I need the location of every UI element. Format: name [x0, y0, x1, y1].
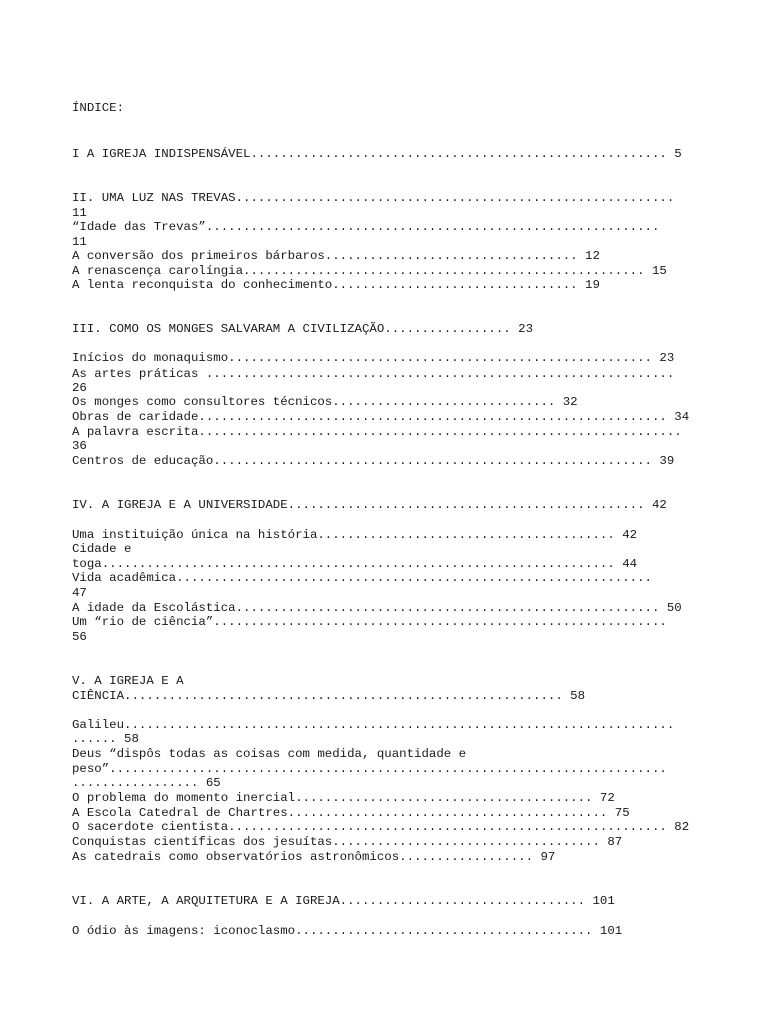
toc-entry: Deus “dispôs todas as coisas com medida, quantidade e: [72, 747, 467, 761]
toc-page-number: 26: [72, 381, 87, 395]
toc-entry: Os monges como consultores técnicos.............................. 32: [72, 395, 578, 409]
toc-chapter-3: III. COMO OS MONGES SALVARAM A CIVILIZAÇÃO................. 23: [72, 322, 534, 336]
toc-page-number: 11: [72, 235, 87, 249]
toc-entry: Galileu..........................................................................: [72, 718, 675, 732]
toc-chapter-2: II. UMA LUZ NAS TREVAS...........................................................: [72, 191, 675, 205]
toc-page-number: 11: [72, 206, 87, 220]
toc-entry: Uma instituição única na história........................................ 42: [72, 528, 638, 542]
toc-entry: Centros de educação........................................................... 39: [72, 454, 675, 468]
toc-entry: Vida acadêmica................................................................: [72, 571, 652, 585]
toc-entry: Um “rio de ciência”.............................................................: [72, 615, 667, 629]
toc-entry: Obras de caridade............................................................... 34: [72, 410, 690, 424]
toc-entry-cont: peso”...........................................................................: [72, 762, 667, 776]
toc-chapter-6: VI. A ARTE, A ARQUITETURA E A IGREJA................................. 101: [72, 894, 615, 908]
toc-entry: “Idade das Trevas”.............................................................: [72, 220, 660, 234]
toc-entry: toga..................................................................... 44: [72, 557, 638, 571]
toc-page-number: 56: [72, 630, 87, 644]
toc-entry: O problema do momento inercial........................................ 72: [72, 791, 615, 805]
toc-entry: As catedrais como observatórios astronômicos.................. 97: [72, 850, 556, 864]
toc-page: [72, 0, 712, 1024]
toc-heading: ÍNDICE:: [72, 101, 125, 115]
toc-entry-cont: ...... 58: [72, 732, 139, 746]
toc-chapter-5: V. A IGREJA E A: [72, 674, 184, 688]
toc-entry: A lenta reconquista do conhecimento................................. 19: [72, 278, 600, 292]
toc-entry-cont: ................. 65: [72, 776, 221, 790]
toc-entry: As artes práticas ...............................................................: [72, 367, 675, 381]
toc-entry: O ódio às imagens: iconoclasmo........................................ 101: [72, 924, 623, 938]
toc-entry: Cidade e: [72, 542, 132, 556]
toc-entry: A idade da Escolástica......................................................... 50: [72, 601, 682, 615]
toc-entry: A conversão dos primeiros bárbaros.................................. 12: [72, 249, 600, 263]
toc-chapter-5-cont: CIÊNCIA........................................................... 58: [72, 689, 586, 703]
toc-entry: A renascença carolíngia...................................................... 15: [72, 264, 667, 278]
toc-page-number: 36: [72, 439, 87, 453]
toc-chapter-4: IV. A IGREJA E A UNIVERSIDADE................................................ 42: [72, 498, 667, 512]
toc-entry: Conquistas científicas dos jesuítas.................................... 87: [72, 835, 623, 849]
toc-entry: A Escola Catedral de Chartres........................................... 75: [72, 806, 630, 820]
toc-entry: Inícios do monaquismo......................................................... 23: [72, 351, 675, 365]
toc-chapter-1: I A IGREJA INDISPENSÁVEL........................................................ 5: [72, 147, 682, 161]
toc-entry: A palavra escrita.................................................................: [72, 425, 682, 439]
toc-page-number: 47: [72, 586, 87, 600]
toc-entry: O sacerdote cientista........................................................... 82: [72, 820, 690, 834]
